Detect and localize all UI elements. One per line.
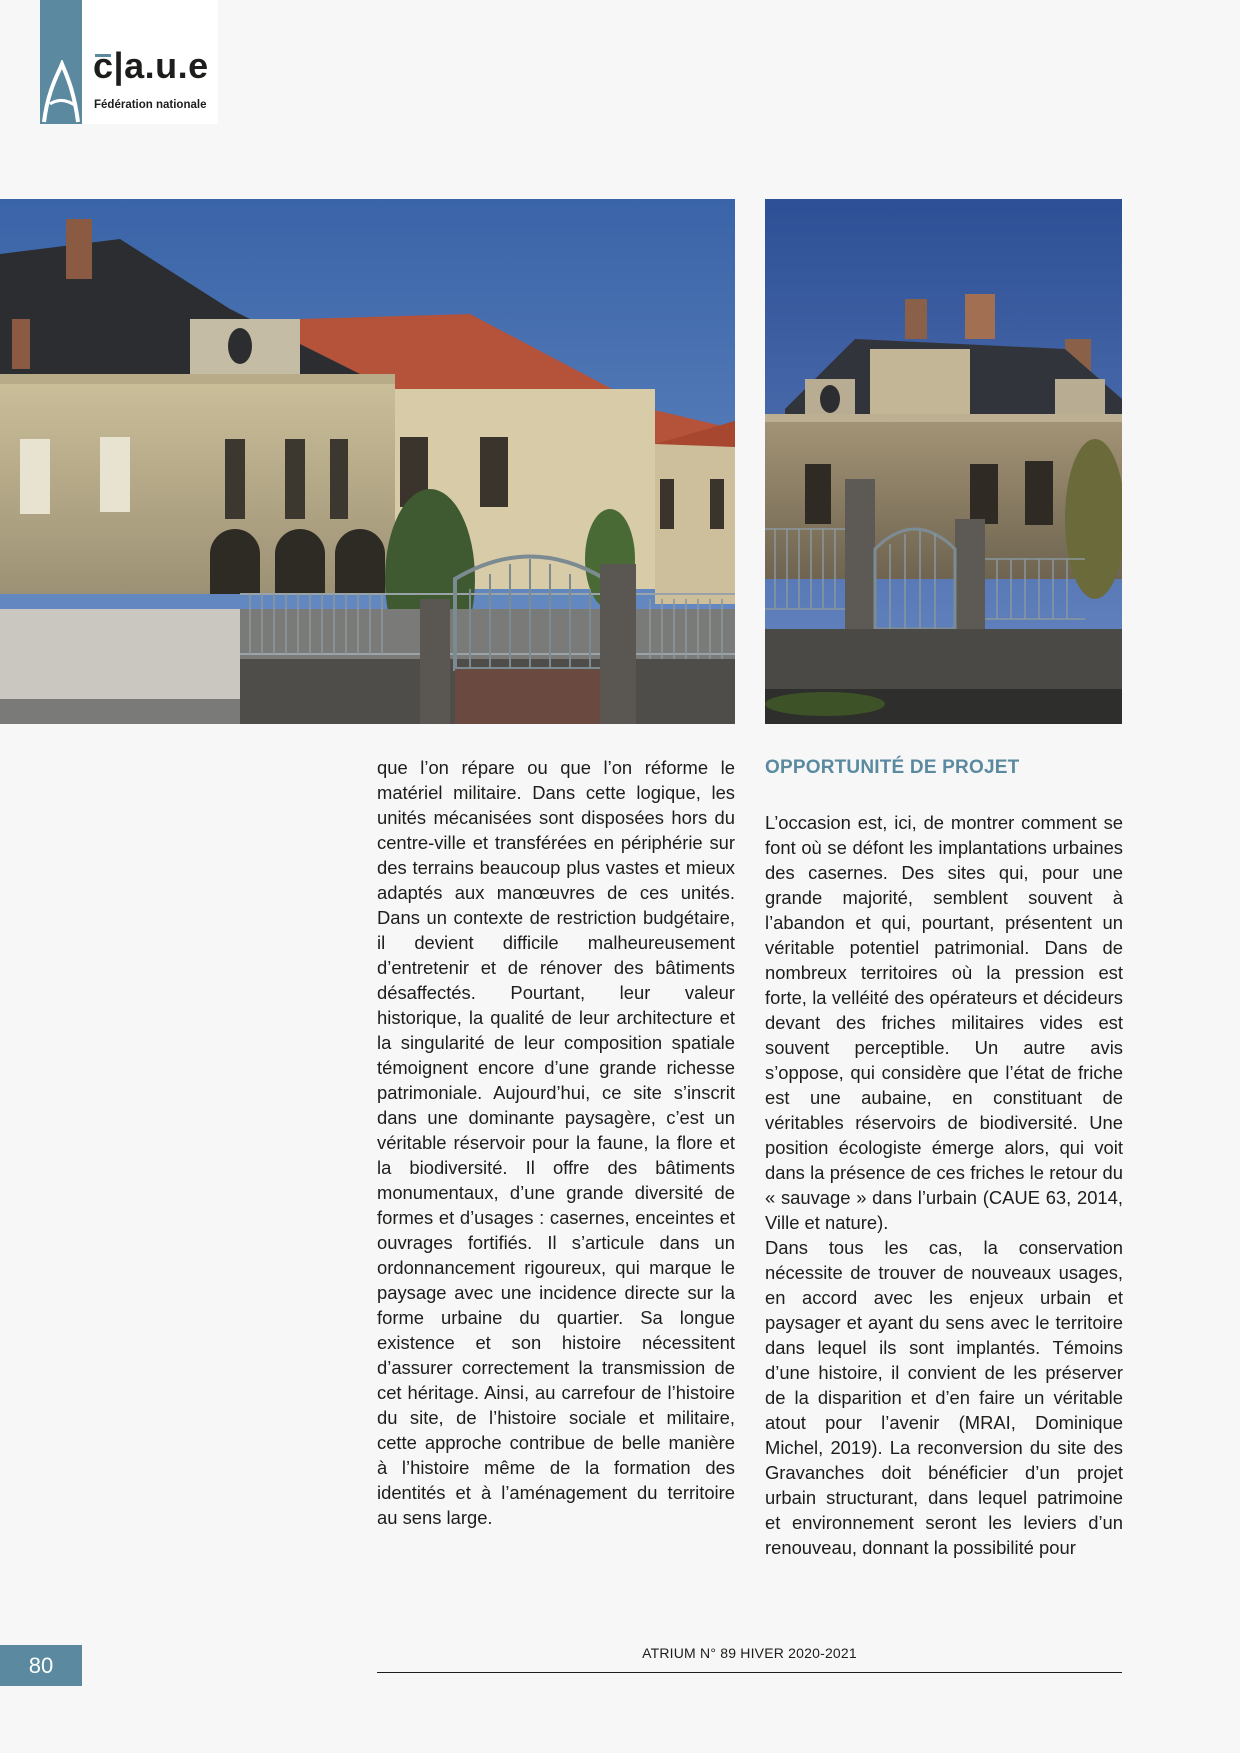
paragraph: que l’on répare ou que l’on réforme le matériel militaire. Dans cette logique, les unités mécanisées sont disposées hors du centre-ville et transférées en périphérie sur des terrains beaucoup plus vastes et mieux adaptés aux manœuvres de ces unités. Dans un contexte de restriction budgétaire, il devient difficile malheureusement d’entretenir et de rénover des bâtiments désaffectés. Pourtant, leur valeur historique, la qualité de leur architecture et la singularité de leur composition spatiale témoignent encore d’une grande richesse patrimoniale. Aujourd’hui, ce site s’inscrit dans une dominante paysagère, c’est un véritable réservoir pour la faune, la flore et la biodiversité. Il offre des bâtiments monumentaux, d’une grande diversité de formes et d’usages : casernes, enceintes et ouvrages fortifiés. Il s’articule dans un ordonnancement rigoureux, qui marque le paysage avec une incidence directe sur la forme urbaine du quartier. Sa longue existence et son histoire nécessitent d’assurer correctement la transmission de cet héritage. Ainsi, au carrefour de l’histoire du site, de l’histoire sociale et militaire, cette approche contribue de belle manière à l’histoire même de la formation des identités et à l’aménagement du territoire au sens large. bbox=[377, 757, 735, 1528]
logo-band bbox=[40, 0, 82, 124]
publication-title: ATRIUM N° 89 HIVER 2020-2021 bbox=[642, 1645, 857, 1661]
paragraph: L’occasion est, ici, de montrer comment se font où se défont les implantations urbaines des casernes. Des sites qui, pour une grande majorité, semblent souvent à l’abandon et qui, pourtant, présentent un véritable potentiel patrimonial. Dans de nombreux territoires où la pression est forte, la velléité des opérateurs et décideurs devant des friches militaires vides est souvent perceptible. Un autre avis s’oppose, qui considère que l’état de friche est une aubaine, en constituant de véritables réservoirs de biodiversité. Une position écologiste émerge alors, qui voit dans la présence de ces friches le retour du « sauvage » dans l’urbain (CAUE 63, 2014, Ville et nature). bbox=[765, 812, 1123, 1233]
logo-wordmark: c|a.u.e bbox=[93, 45, 209, 86]
paragraph: Dans tous les cas, la conservation nécessite de trouver de nouveaux usages, en accord avec les enjeux urbain et paysager et ayant du sens avec le territoire dans lequel ils sont implantés. Témoins d’une histoire, il convient de les préserver de la disparition et d’en faire un véritable atout pour l’avenir (MRAI, Dominique Michel, 2019). La reconversion du site des Gravanches doit bénéficier d’un projet urbain structurant, dans lequel patrimoine et environnement seront les leviers d’un renouveau, donnant la possibilité pour bbox=[765, 1237, 1123, 1558]
page-number: 80 bbox=[0, 1645, 82, 1686]
photo-caserne-wide bbox=[0, 199, 735, 724]
logo-arch-icon bbox=[40, 60, 82, 124]
logo-subtitle: Fédération nationale bbox=[94, 99, 207, 111]
footer-rule bbox=[377, 1672, 1122, 1673]
article-column-right bbox=[765, 755, 1123, 1560]
article-column-left bbox=[377, 755, 735, 1530]
photo-caserne-vertical bbox=[765, 199, 1122, 724]
caue-logo bbox=[40, 0, 218, 124]
section-heading: OPPORTUNITÉ DE PROJET bbox=[765, 757, 1020, 778]
